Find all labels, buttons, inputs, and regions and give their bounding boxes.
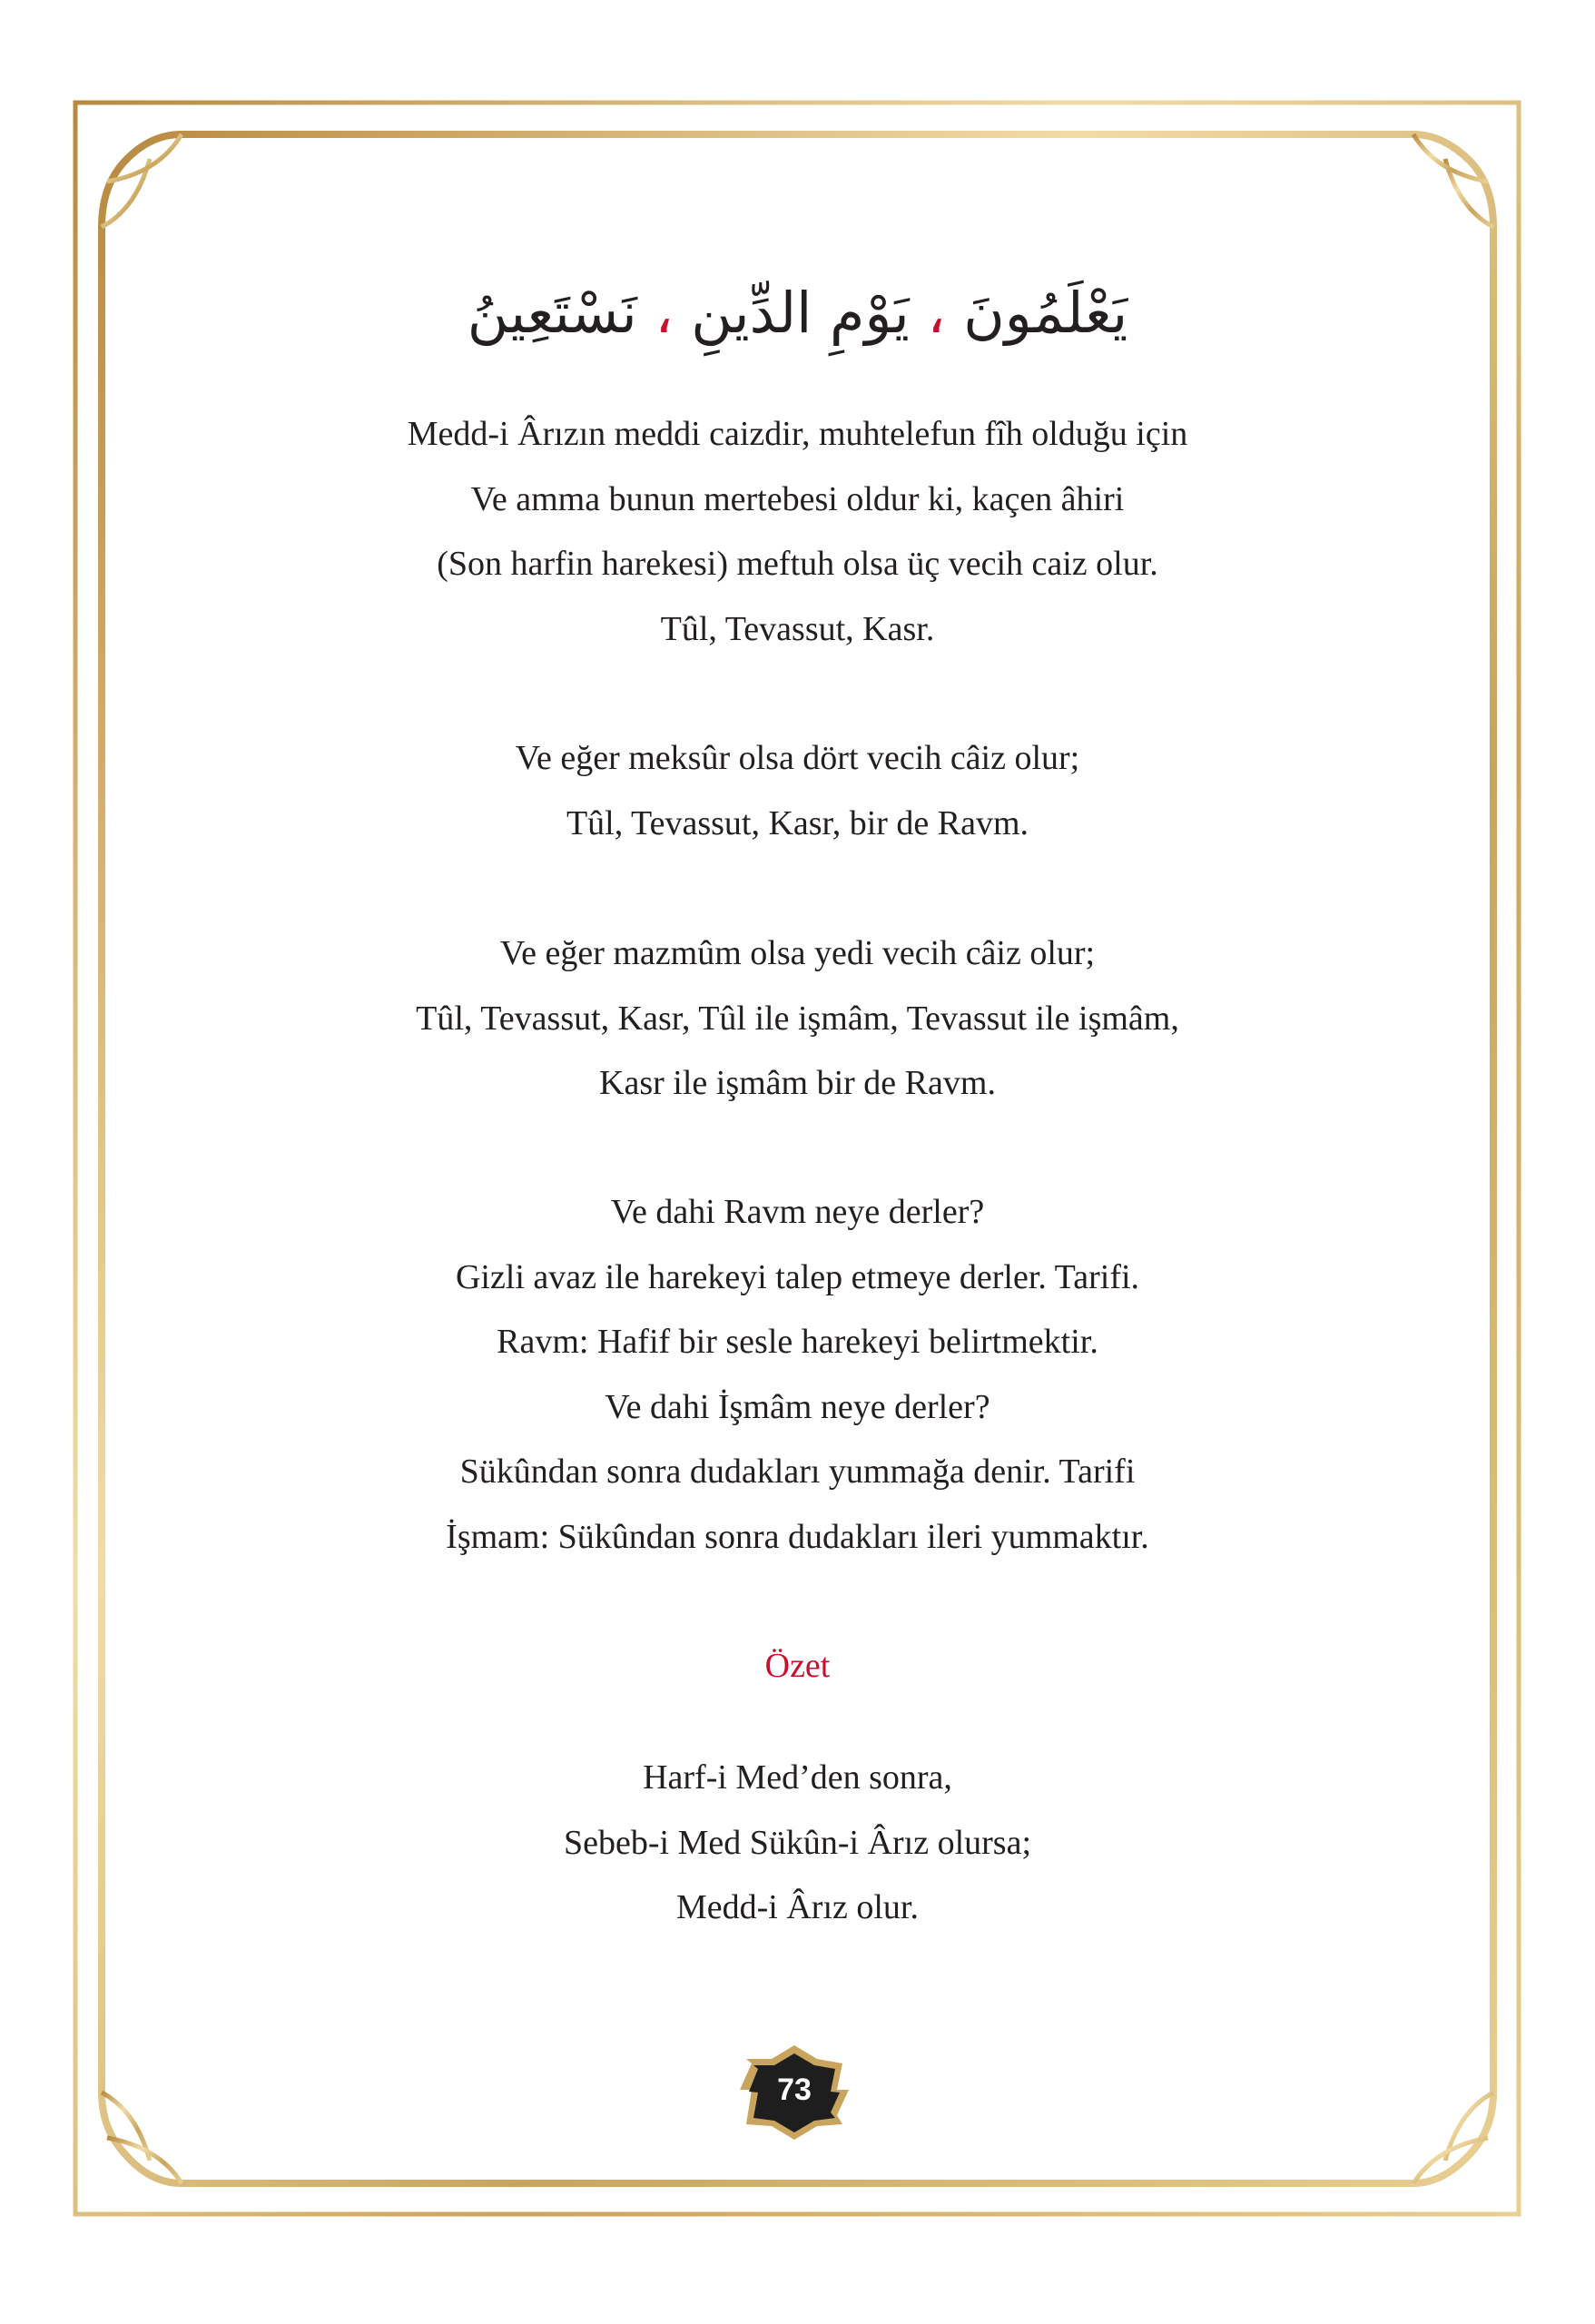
text-line: Ve eğer mazmûm olsa yedi vecih câiz olur; — [499, 934, 1096, 972]
text-line: Medd-i Ârız olur. — [675, 1888, 919, 1926]
paragraph-block-3 — [0, 921, 1595, 1117]
text-line: Ve dahi İşmâm neye derler? — [605, 1387, 990, 1426]
page-number: 73 — [777, 2073, 812, 2107]
text-line: Tûl, Tevassut, Kasr. — [660, 609, 935, 648]
text-line: Sebeb-i Med Sükûn-i Ârız olursa; — [563, 1823, 1032, 1862]
text-line: Gizli avaz ile harekeyi talep etmeye derler. Tarifi. — [455, 1257, 1140, 1296]
text-line: Ve eğer meksûr olsa dört vecih câiz olur; — [515, 739, 1080, 777]
text-line: Medd-i Ârızın meddi caizdir, muhtelefun fîh olduğu için — [407, 415, 1188, 453]
arabic-separator: ، — [655, 280, 674, 346]
text-line: Tûl, Tevassut, Kasr, Tûl ile işmâm, Tevassut ile işmâm, — [416, 999, 1179, 1038]
text-line: Ravm: Hafif bir sesle harekeyi belirtmektir. — [497, 1323, 1098, 1361]
arabic-separator: ، — [927, 280, 946, 346]
text-line: İşmam: Sükûndan sonra dudakları ileri yummaktır. — [446, 1517, 1149, 1556]
text-line: Kasr ile işmâm bir de Ravm. — [599, 1064, 996, 1102]
summary-block — [0, 1746, 1595, 1941]
arabic-word: نَسْتَعِينُ — [467, 280, 637, 346]
arabic-word: يَوْمِ الدِّينِ — [691, 280, 910, 346]
paragraph-block-1 — [0, 402, 1595, 662]
text-line: Ve amma bunun mertebesi oldur ki, kaçen âhiri — [470, 479, 1125, 518]
text-line: Ve dahi Ravm neye derler? — [610, 1193, 985, 1231]
paragraph-block-4 — [0, 1180, 1595, 1570]
paragraph-block-2 — [0, 726, 1595, 856]
summary-heading — [0, 1634, 1595, 1699]
text-line: Sükûndan sonra dudakları yummağa denir. Tarifi — [459, 1452, 1136, 1491]
text-line: (Son harfin harekesi) meftuh olsa üç vecih caiz olur. — [437, 545, 1158, 583]
arabic-verse-line — [0, 272, 1595, 354]
text-line: Tûl, Tevassut, Kasr, bir de Ravm. — [566, 803, 1029, 842]
summary-heading-text: Özet — [764, 1647, 831, 1685]
text-line: Harf-i Med’den sonra, — [643, 1758, 952, 1797]
arabic-word: يَعْلَمُونَ — [963, 280, 1128, 346]
